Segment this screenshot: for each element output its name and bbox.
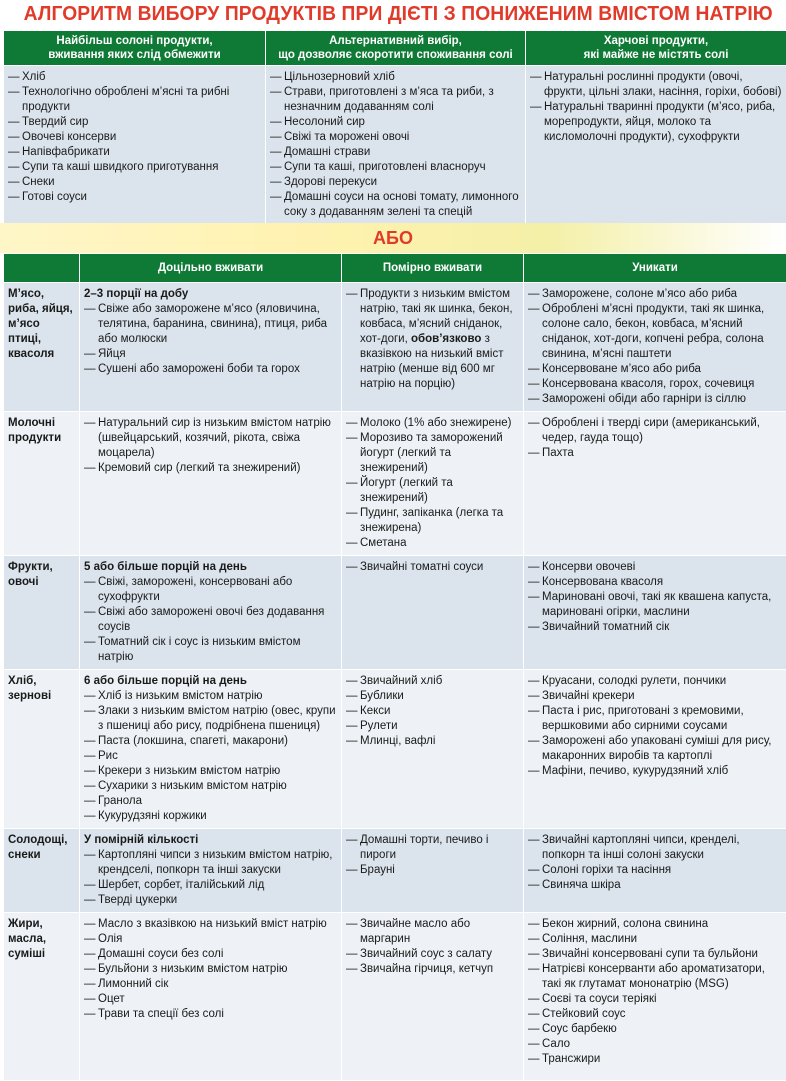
list-item: — Продукти з низьким вмістом натрію, такі як шинка, бекон, ковбаса, м’ясний сніданок, хот-доги, обов’язково з вказівкою на низький вміст натрію (менше від 600 мг натрію на порцію): [346, 287, 519, 392]
list-item: — Свіжі та морожені овочі: [270, 130, 521, 145]
list-item: — Технологічно оброблені м’ясні та рибні продукти: [8, 85, 261, 115]
list-item: — Олія: [84, 932, 337, 947]
row-avoid: [524, 670, 786, 829]
list-item: — Мафіни, печиво, кукурудзяний хліб: [528, 764, 782, 779]
list-item: — Хліб: [8, 70, 261, 85]
list-item: — Домашні соуси без солі: [84, 947, 337, 962]
list-item: — Звичайний томатний сік: [528, 620, 782, 635]
row-moderate: [342, 412, 524, 556]
list-item: — Паста (локшина, спагеті, макарони): [84, 734, 337, 749]
list-item: — Хліб із низьким вмістом натрію: [84, 689, 337, 704]
list-item: — Звичайні томатні соуси: [346, 560, 519, 575]
table-row: [4, 283, 786, 412]
summary-col-alternative: [266, 66, 526, 225]
list-item: — Звичайний соус з салату: [346, 947, 519, 962]
list-item: — Здорові перекуси: [270, 175, 521, 190]
row-recommended: [80, 283, 342, 412]
table-row: [4, 913, 786, 1081]
list-item: — Домашні соуси на основі томату, лимонного соку з додаванням зелені та спецій: [270, 190, 521, 220]
list-item: — Бульйони з низьким вмістом натрію: [84, 962, 337, 977]
list-item: — Натуральний сир із низьким вмістом натрію (швейцарський, козячий, рікота, свіжа моцарела): [84, 416, 337, 461]
list-item: — Тверді цукерки: [84, 893, 337, 908]
row-avoid: [524, 829, 786, 913]
row-category: Хліб, зернові: [4, 670, 80, 829]
row-moderate: [342, 829, 524, 913]
list-item: — Лимонний сік: [84, 977, 337, 992]
row-moderate: [342, 283, 524, 412]
food-table: [3, 253, 786, 1081]
list-item: — Консервована квасоля, горох, сочевиця: [528, 377, 782, 392]
list-item: — Свіжі, заморожені, консервовані або сухофрукти: [84, 575, 337, 605]
row-category: М’ясо, риба, яйця, м’ясо птиці, квасоля: [4, 283, 80, 412]
list-item: — Гранола: [84, 794, 337, 809]
summary-col-restrict: [4, 66, 266, 225]
row-category: Жири, масла, суміші: [4, 913, 80, 1081]
list-item: — Натрієві консерванти або ароматизатори, такі як глутамат мононатрію (MSG): [528, 962, 782, 992]
list-item: — Пудинг, запіканка (легка та знежирена): [346, 506, 519, 536]
list-item: — Домашні страви: [270, 145, 521, 160]
or-label: АБО: [0, 226, 786, 250]
table-row: [4, 670, 786, 829]
list-item: — Оцет: [84, 992, 337, 1007]
row-recommended: [80, 670, 342, 829]
row-avoid: [524, 913, 786, 1081]
list-item: — Овочеві консерви: [8, 130, 261, 145]
list-item: — Твердий сир: [8, 115, 261, 130]
summary-table: [3, 30, 786, 225]
list-item: — Рулети: [346, 719, 519, 734]
list-item: — Натуральні тваринні продукти (м’ясо, риба, морепродукти, яйця, молоко та кисломолочні продукти), сухофрукти: [530, 100, 782, 145]
list-item: — Соління, маслини: [528, 932, 782, 947]
list-item: — Яйця: [84, 347, 337, 362]
list-item: — Свіже або заморожене м’ясо (яловичина, телятина, баранина, свинина), птиця, риба або молюски: [84, 302, 337, 347]
table-row: [4, 829, 786, 913]
list-item: — Томатний сік і соус із низьким вмістом натрію: [84, 635, 337, 665]
list-item: — Кукурудзяні коржики: [84, 809, 337, 824]
list-item: — Кремовий сир (легкий та знежирений): [84, 461, 337, 476]
list-item: — Соус барбекю: [528, 1022, 782, 1037]
serving-note: 6 або більше порцій на день: [84, 674, 337, 689]
serving-note: 2–3 порції на добу: [84, 287, 337, 302]
list-item: — Пахта: [528, 446, 782, 461]
list-item: — Оброблені і тверді сири (американський, чедер, гауда тощо): [528, 416, 782, 446]
row-moderate: [342, 556, 524, 670]
row-recommended: [80, 913, 342, 1081]
list-item: — Сало: [528, 1037, 782, 1052]
row-category: Молочні продукти: [4, 412, 80, 556]
list-item: — Готові соуси: [8, 190, 261, 205]
list-item: — Круасани, солодкі рулети, пончики: [528, 674, 782, 689]
list-item: — Йогурт (легкий та знежирений): [346, 476, 519, 506]
list-item: — Несолоний сир: [270, 115, 521, 130]
row-avoid: [524, 556, 786, 670]
list-item: — Консерви овочеві: [528, 560, 782, 575]
list-item: — Млинці, вафлі: [346, 734, 519, 749]
row-recommended: [80, 556, 342, 670]
list-item: — Звичайна гірчиця, кетчуп: [346, 962, 519, 977]
food-header-moderate: Помірно вживати: [342, 254, 524, 283]
list-item: — Картопляні чипси з низьким вмістом натрію, крендселі, попкорн та інші закуски: [84, 848, 337, 878]
list-item: — Звичайні крекери: [528, 689, 782, 704]
row-avoid: [524, 283, 786, 412]
list-item: — Мариновані овочі, такі як квашена капуста, мариновані огірки, маслини: [528, 590, 782, 620]
list-item: — Звичайне масло або маргарин: [346, 917, 519, 947]
list-item: — Трави та спеції без солі: [84, 1007, 337, 1022]
list-item: — Сушені або заморожені боби та горох: [84, 362, 337, 377]
serving-note: У помірній кількості: [84, 833, 337, 848]
list-item: — Брауні: [346, 863, 519, 878]
row-category: Фрукти, овочі: [4, 556, 80, 670]
list-item: — Морозиво та заморожений йогурт (легкий та знежирений): [346, 431, 519, 476]
page-title: АЛГОРИТМ ВИБОРУ ПРОДУКТІВ ПРИ ДІЄТІ З ПОНИЖЕНИМ ВМІСТОМ НАТРІЮ: [24, 0, 763, 28]
list-item: — Звичайний хліб: [346, 674, 519, 689]
list-item: — Цільнозерновий хліб: [270, 70, 521, 85]
list-item: — Страви, приготовлені з м’яса та риби, з незначним додаванням солі: [270, 85, 521, 115]
list-item: — Масло з вказівкою на низький вміст натрію: [84, 917, 337, 932]
food-header-avoid: Уникати: [524, 254, 786, 283]
list-item: — Сухарики з низьким вмістом натрію: [84, 779, 337, 794]
list-item: — Бекон жирний, солона свинина: [528, 917, 782, 932]
table-row: [4, 412, 786, 556]
list-item: — Домашні торти, печиво і пироги: [346, 833, 519, 863]
row-recommended: [80, 412, 342, 556]
list-item: — Трансжири: [528, 1052, 782, 1067]
list-item: — Натуральні рослинні продукти (овочі, фрукти, цільні злаки, насіння, горіхи, бобові): [530, 70, 782, 100]
list-item: — Злаки з низьким вмістом натрію (овес, крупи з пшениці або рису, подрібнена пшениця): [84, 704, 337, 734]
list-item: — Соєві та соуси теріякі: [528, 992, 782, 1007]
list-item: — Паста і рис, приготовані з кремовими, вершковими або сирними соусами: [528, 704, 782, 734]
list-item: — Молоко (1% або знежирене): [346, 416, 519, 431]
list-item: — Напівфабрикати: [8, 145, 261, 160]
list-item: — Крекери з низьким вмістом натрію: [84, 764, 337, 779]
list-item: — Консервована квасоля: [528, 575, 782, 590]
list-item: — Рис: [84, 749, 337, 764]
list-item: — Свіжі або заморожені овочі без додавання соусів: [84, 605, 337, 635]
summary-header-alternative: Альтернативний вибір, що дозволяє скоротити споживання солі: [266, 31, 526, 66]
list-item: — Оброблені м’ясні продукти, такі як шинка, солоне сало, бекон, ковбаса, м’ясний сніданок, хот-доги, копчені ребра, солона свинина, м’ясні паштети: [528, 302, 782, 362]
list-item: — Сметана: [346, 536, 519, 551]
list-item: — Консервоване м’ясо або риба: [528, 362, 782, 377]
summary-col-saltfree: [526, 66, 786, 225]
list-item: — Бублики: [346, 689, 519, 704]
food-header-recommended: Доцільно вживати: [80, 254, 342, 283]
food-header-category: [4, 254, 80, 283]
list-item: — Звичайні картопляні чипси, кренделі, попкорн та інші солоні закуски: [528, 833, 782, 863]
table-row: [4, 556, 786, 670]
list-item: — Свиняча шкіра: [528, 878, 782, 893]
row-moderate: [342, 670, 524, 829]
summary-header-restrict: Найбільш солоні продукти, вживання яких слід обмежити: [4, 31, 266, 66]
row-category: Солодощі, снеки: [4, 829, 80, 913]
serving-note: 5 або більше порцій на день: [84, 560, 337, 575]
list-item: — Звичайні консервовані супи та бульйони: [528, 947, 782, 962]
list-item: — Стейковий соус: [528, 1007, 782, 1022]
row-recommended: [80, 829, 342, 913]
row-moderate: [342, 913, 524, 1081]
list-item: — Шербет, сорбет, італійський лід: [84, 878, 337, 893]
list-item: — Заморожені або упаковані суміші для рису, макаронних виробів та картоплі: [528, 734, 782, 764]
list-item: — Кекси: [346, 704, 519, 719]
list-item: — Супи та каші, приготовлені власноруч: [270, 160, 521, 175]
list-item: — Заморожені обіди або гарніри із сіллю: [528, 392, 782, 407]
list-item: — Заморожене, солоне м’ясо або риба: [528, 287, 782, 302]
summary-header-saltfree: Харчові продукти, які майже не містять солі: [526, 31, 786, 66]
list-item: — Снеки: [8, 175, 261, 190]
list-item: — Солоні горіхи та насіння: [528, 863, 782, 878]
row-avoid: [524, 412, 786, 556]
list-item: — Супи та каші швидкого приготування: [8, 160, 261, 175]
